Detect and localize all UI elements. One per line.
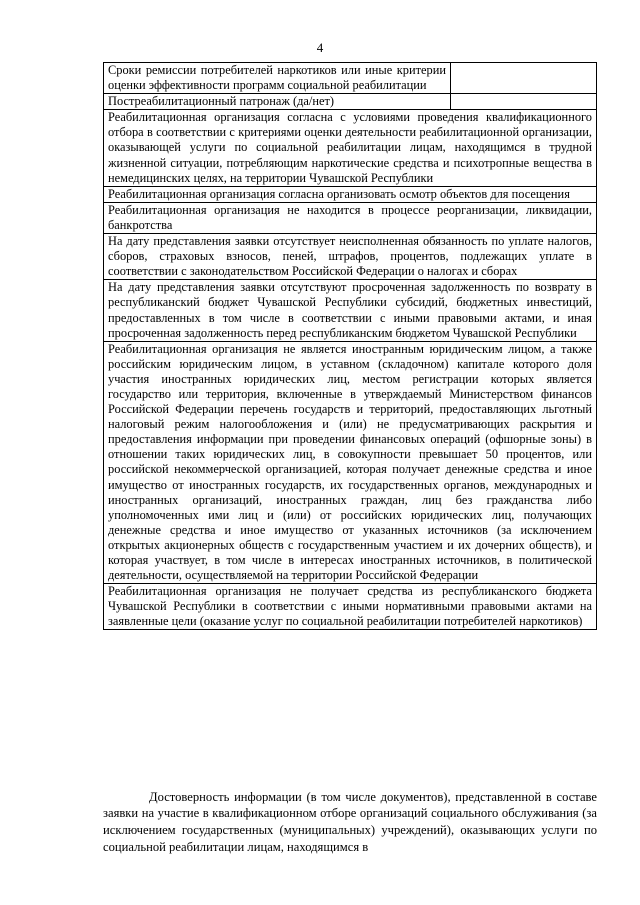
criterion-cell: На дату представления заявки отсутствуют просроченная задолженность по возврату в республиканский бюджет Чувашской Республики субсидий, бюджетных инвестиций, предоставленных в том числе в соответствии с иными правовыми актами, и иная просроченная задолженность перед республиканским бюджетом Чувашской Республики [104, 280, 597, 341]
table-row [104, 186, 597, 202]
table-row [104, 280, 597, 341]
table-row [104, 94, 597, 110]
body-paragraph: Достоверность информации (в том числе документов), представленной в составе заявки на участие в квалификационном отборе организаций социального обслуживания (за исключением государственных (муниципальных) учреждений), оказывающих услуги по социальной реабилитации лицам, находящимся в [103, 789, 597, 854]
table-row [104, 63, 597, 94]
criterion-cell: Сроки ремиссии потребителей наркотиков или иные критерии оценки эффективности программ социальной реабилитации [104, 63, 451, 94]
criterion-cell: Реабилитационная организация не является иностранным юридическим лицом, а также российским юридическим лицом, в уставном (складочном) капитале которого доля участия иностранных юридических лиц, местом регистрации которых является государство или территория, включенные в утверждаемый Министерством финансов Российской Федерации перечень государств и территорий, предоставляющих льготный налоговый режим налогообложения и (или) не предусматривающих раскрытия и предоставления информации при проведении финансовых операций (офшорные зоны) в отношении таких юридических лиц, в совокупности превышает 50 процентов, или российской некоммерческой организацией, которая получает денежные средства и иное имущество от иностранных государств, их государственных органов, международных и иностранных организаций, иностранных граждан, лиц без гражданства либо уполномоченных ими лиц и (или) от российских юридических лиц, получающих денежные средства и иное имущество от указанных источников (за исключением открытых акционерных обществ с государственным участием и их дочерних обществ), и которая участвует, в том числе в интересах иностранных источников, в политической деятельности, осуществляемой на территории Российской Федерации [104, 341, 597, 584]
criterion-cell: Реабилитационная организация согласна с условиями проведения квалификационного отбора в соответствии с критериями оценки деятельности реабилитационной организации, оказывающей услуги по социальной реабилитации лицам, находящимся в трудной жизненной ситуации, потребляющим наркотические средства и психотропные вещества в немедицинских целях, на территории Чувашской Республики [104, 110, 597, 186]
criteria-table [103, 62, 597, 630]
value-cell[interactable] [451, 63, 597, 94]
page-number: 4 [316, 40, 324, 55]
table-row [104, 202, 597, 233]
table-row [104, 110, 597, 186]
criterion-cell: Реабилитационная организация не получает средства из республиканского бюджета Чувашской Республики в соответствии с иными нормативными правовыми актами на заявленные цели (оказание услуг по социальной реабилитации потребителей наркотиков) [104, 584, 597, 630]
table-row [104, 234, 597, 280]
value-cell[interactable] [451, 94, 597, 110]
criterion-cell: Реабилитационная организация не находится в процессе реорганизации, ликвидации, банкротства [104, 202, 597, 233]
criterion-cell: Реабилитационная организация согласна организовать осмотр объектов для посещения [104, 186, 597, 202]
criterion-cell: Постреабилитационный патронаж (да/нет) [104, 94, 451, 110]
table-row [104, 584, 597, 630]
table-row [104, 341, 597, 584]
criterion-cell: На дату представления заявки отсутствует неисполненная обязанность по уплате налогов, сборов, страховых взносов, пеней, штрафов, процентов, подлежащих уплате в соответствии с законодательством Российской Федерации о налогах и сборах [104, 234, 597, 280]
